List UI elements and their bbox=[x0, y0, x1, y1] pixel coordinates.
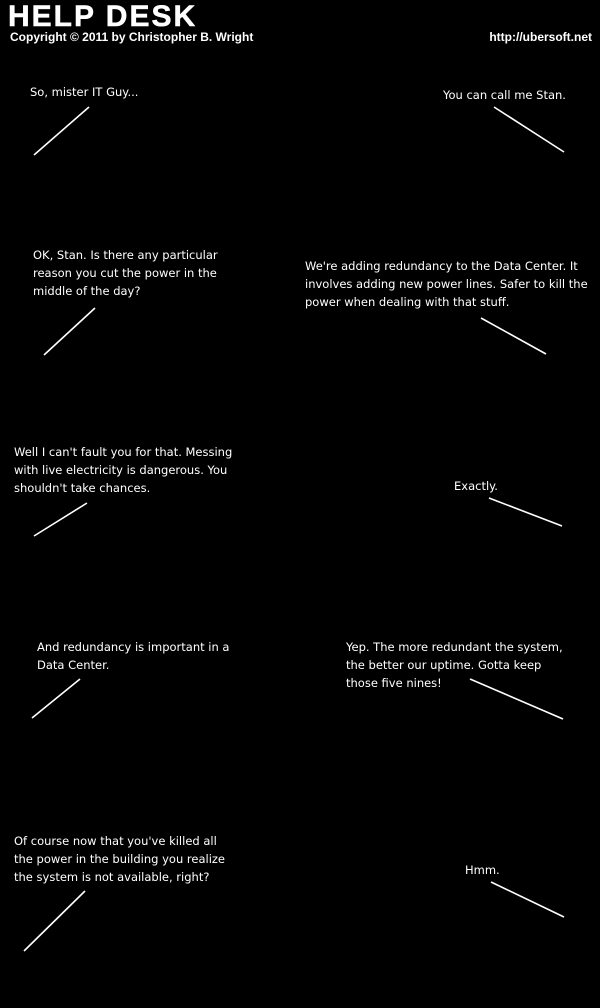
panel-3-right-tail bbox=[489, 498, 562, 526]
panel-1-right-dialogue: You can call me Stan. bbox=[443, 88, 566, 102]
panel-2-left-tail bbox=[44, 308, 95, 355]
panel-5-right-dialogue: Hmm. bbox=[465, 863, 500, 877]
copyright-notice: Copyright © 2011 by Christopher B. Wright bbox=[10, 30, 254, 44]
panel-2-left-dialogue: OK, Stan. Is there any particular reason you cut the power in the middle of the day? bbox=[33, 248, 218, 298]
panel-4-left-tail bbox=[32, 679, 80, 718]
panel-1-right-tail bbox=[494, 107, 564, 152]
panel-3-left-tail bbox=[34, 503, 87, 536]
site-url: http://ubersoft.net bbox=[489, 30, 592, 44]
panel-2-right-dialogue: We're adding redundancy to the Data Center. It involves adding new power lines. Safer to kill the power when dealing with that stuff. bbox=[305, 259, 588, 309]
panel-4-right-tail bbox=[470, 679, 563, 719]
comic-title: HELP DESK bbox=[8, 0, 198, 33]
panel-1-left-dialogue: So, mister IT Guy... bbox=[30, 85, 139, 99]
panel-5-left-tail bbox=[24, 891, 85, 951]
panel-4-left-dialogue: And redundancy is important in a Data Center. bbox=[37, 640, 230, 672]
panel-1-left-tail bbox=[34, 107, 89, 155]
panel-3-right-dialogue: Exactly. bbox=[454, 479, 498, 493]
panel-2-right-tail bbox=[481, 318, 546, 354]
panel-5-right-tail bbox=[491, 882, 564, 917]
panel-3-left-dialogue: Well I can't fault you for that. Messing with live electricity is dangerous. You shouldn't take chances. bbox=[14, 445, 233, 495]
panel-4-right-dialogue: Yep. The more redundant the system, the better our uptime. Gotta keep those five nines! bbox=[346, 640, 563, 690]
panel-5-left-dialogue: Of course now that you've killed all the power in the building you realize the system is not available, right? bbox=[14, 834, 225, 884]
